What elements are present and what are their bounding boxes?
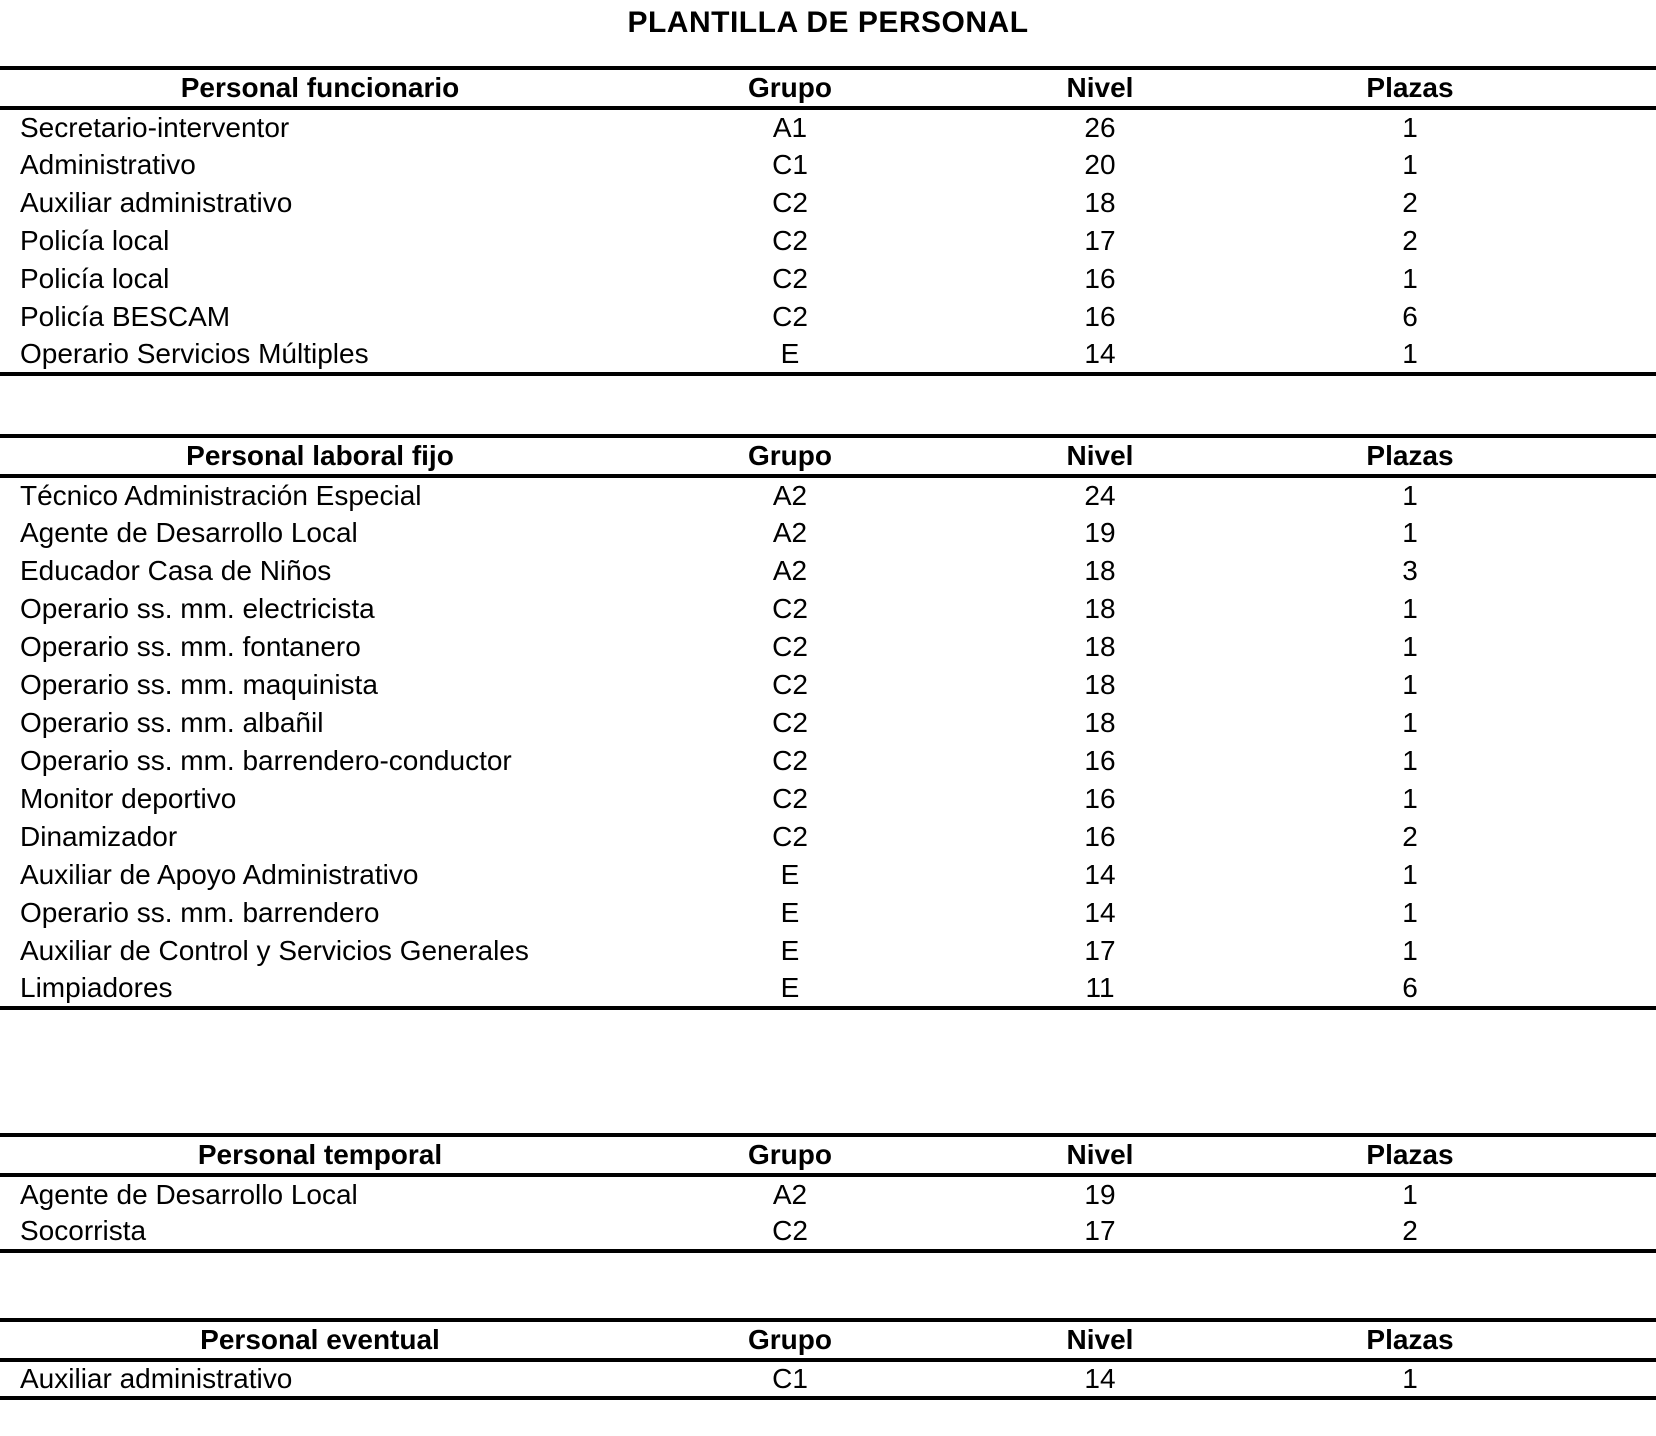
plazas-cell: 1 bbox=[1402, 707, 1418, 738]
column-header-plazas: Plazas bbox=[1366, 1324, 1454, 1355]
nivel-cell: 16 bbox=[1084, 263, 1116, 294]
job-title-cell: Limpiadores bbox=[20, 972, 173, 1003]
grupo-cell: C2 bbox=[772, 301, 808, 332]
column-header-grupo: Grupo bbox=[748, 72, 832, 103]
job-title-cell: Socorrista bbox=[20, 1215, 147, 1246]
column-header-nivel: Nivel bbox=[1066, 1324, 1134, 1355]
nivel-cell: 11 bbox=[1085, 972, 1115, 1003]
section-title: Personal eventual bbox=[200, 1324, 440, 1355]
job-title-cell: Monitor deportivo bbox=[20, 783, 237, 814]
nivel-cell: 24 bbox=[1084, 480, 1116, 511]
column-header-grupo: Grupo bbox=[748, 1139, 832, 1170]
grupo-cell: C2 bbox=[772, 225, 808, 256]
grupo-cell: C2 bbox=[772, 745, 808, 776]
spacer-header-cell bbox=[1560, 68, 1656, 108]
grupo-cell: C2 bbox=[772, 593, 808, 624]
plazas-cell: 6 bbox=[1402, 972, 1418, 1003]
table-row bbox=[0, 260, 1656, 298]
table-row bbox=[0, 552, 1656, 590]
table-row bbox=[0, 336, 1656, 374]
table-row bbox=[0, 1213, 1656, 1251]
spacer-cell bbox=[1560, 260, 1656, 298]
spacer-cell bbox=[1560, 666, 1656, 704]
job-title-cell: Auxiliar de Control y Servicios Generales bbox=[20, 935, 529, 966]
job-title-cell: Operario ss. mm. barrendero-conductor bbox=[20, 745, 512, 776]
spacer-cell bbox=[1560, 704, 1656, 742]
job-title-cell: Administrativo bbox=[20, 149, 196, 180]
grupo-cell: C2 bbox=[772, 783, 808, 814]
table-row bbox=[0, 894, 1656, 932]
job-title-cell: Secretario-interventor bbox=[20, 112, 290, 143]
table-row bbox=[0, 1175, 1656, 1213]
grupo-cell: C2 bbox=[772, 821, 808, 852]
section-title: Personal temporal bbox=[197, 1139, 443, 1170]
plazas-cell: 1 bbox=[1402, 480, 1418, 511]
nivel-cell: 18 bbox=[1084, 593, 1116, 624]
plazas-cell: 2 bbox=[1402, 1215, 1418, 1246]
plazas-cell: 1 bbox=[1402, 149, 1418, 180]
grupo-cell: C2 bbox=[772, 669, 808, 700]
plazas-cell: 1 bbox=[1402, 897, 1418, 928]
table-row bbox=[0, 108, 1656, 146]
plazas-cell: 1 bbox=[1402, 1363, 1418, 1394]
plazas-cell: 1 bbox=[1402, 783, 1418, 814]
nivel-cell: 17 bbox=[1084, 935, 1116, 966]
column-header-plazas: Plazas bbox=[1366, 1139, 1454, 1170]
plazas-cell: 1 bbox=[1402, 593, 1418, 624]
nivel-cell: 18 bbox=[1084, 707, 1116, 738]
plazas-cell: 1 bbox=[1402, 1179, 1418, 1210]
table-header-row bbox=[0, 436, 1656, 476]
grupo-cell: C2 bbox=[772, 187, 808, 218]
grupo-cell: C2 bbox=[772, 631, 808, 662]
spacer-cell bbox=[1560, 1360, 1656, 1398]
table-personal-eventual bbox=[0, 1318, 1656, 1400]
grupo-cell: C2 bbox=[772, 263, 808, 294]
spacer-cell bbox=[1560, 590, 1656, 628]
job-title-cell: Auxiliar de Apoyo Administrativo bbox=[20, 859, 419, 890]
spacer-cell bbox=[1560, 742, 1656, 780]
nivel-cell: 14 bbox=[1084, 338, 1116, 369]
column-header-plazas: Plazas bbox=[1366, 72, 1454, 103]
plazas-cell: 1 bbox=[1402, 338, 1418, 369]
nivel-cell: 17 bbox=[1084, 225, 1116, 256]
spacer-cell bbox=[1560, 476, 1656, 514]
table-row bbox=[0, 742, 1656, 780]
plazas-cell: 1 bbox=[1402, 517, 1418, 548]
plazas-cell: 1 bbox=[1402, 859, 1418, 890]
nivel-cell: 19 bbox=[1084, 1179, 1116, 1210]
plazas-cell: 2 bbox=[1402, 225, 1418, 256]
table-row bbox=[0, 514, 1656, 552]
nivel-cell: 18 bbox=[1084, 187, 1116, 218]
nivel-cell: 20 bbox=[1084, 149, 1116, 180]
table-row bbox=[0, 222, 1656, 260]
table-row bbox=[0, 1360, 1656, 1398]
grupo-cell: A1 bbox=[772, 112, 808, 143]
column-header-grupo: Grupo bbox=[748, 440, 832, 471]
table-row bbox=[0, 590, 1656, 628]
table-row bbox=[0, 856, 1656, 894]
job-title-cell: Técnico Administración Especial bbox=[20, 480, 422, 511]
job-title-cell: Educador Casa de Niños bbox=[20, 555, 332, 586]
nivel-cell: 16 bbox=[1084, 301, 1116, 332]
spacer-header-cell bbox=[1560, 1135, 1656, 1175]
spacer-cell bbox=[1560, 514, 1656, 552]
nivel-cell: 18 bbox=[1084, 555, 1116, 586]
grupo-cell: A2 bbox=[772, 480, 808, 511]
table-row bbox=[0, 932, 1656, 970]
spacer-cell bbox=[1560, 298, 1656, 336]
nivel-cell: 16 bbox=[1084, 821, 1116, 852]
job-title-cell: Operario ss. mm. electricista bbox=[20, 593, 375, 624]
nivel-cell: 26 bbox=[1084, 112, 1116, 143]
job-title-cell: Policía local bbox=[20, 263, 170, 294]
table-row bbox=[0, 628, 1656, 666]
plazas-cell: 1 bbox=[1402, 631, 1418, 662]
grupo-cell: C1 bbox=[772, 1363, 808, 1394]
spacer-cell bbox=[1560, 856, 1656, 894]
spacer-cell bbox=[1560, 1175, 1656, 1213]
nivel-cell: 18 bbox=[1084, 631, 1116, 662]
table-row bbox=[0, 704, 1656, 742]
plazas-cell: 6 bbox=[1402, 301, 1418, 332]
spacer-cell bbox=[1560, 932, 1656, 970]
spacer-cell bbox=[1560, 184, 1656, 222]
table-header-row bbox=[0, 68, 1656, 108]
spacer-cell bbox=[1560, 108, 1656, 146]
job-title-cell: Auxiliar administrativo bbox=[20, 1363, 293, 1394]
table-row bbox=[0, 666, 1656, 704]
table-header-row bbox=[0, 1320, 1656, 1360]
job-title-cell: Operario ss. mm. fontanero bbox=[20, 631, 361, 662]
spacer-cell bbox=[1560, 628, 1656, 666]
column-header-plazas: Plazas bbox=[1366, 440, 1454, 471]
spacer-cell bbox=[1560, 780, 1656, 818]
job-title-cell: Auxiliar administrativo bbox=[20, 187, 293, 218]
table-personal-funcionario bbox=[0, 66, 1656, 376]
plazas-cell: 2 bbox=[1402, 187, 1418, 218]
job-title-cell: Agente de Desarrollo Local bbox=[20, 1179, 358, 1210]
table-row bbox=[0, 780, 1656, 818]
nivel-cell: 14 bbox=[1084, 859, 1116, 890]
grupo-cell: E bbox=[780, 935, 800, 966]
plazas-cell: 1 bbox=[1402, 112, 1418, 143]
grupo-cell: C1 bbox=[772, 149, 808, 180]
job-title-cell: Policía local bbox=[20, 225, 170, 256]
grupo-cell: E bbox=[780, 972, 800, 1003]
spacer-cell bbox=[1560, 894, 1656, 932]
spacer-cell bbox=[1560, 818, 1656, 856]
column-header-grupo: Grupo bbox=[748, 1324, 832, 1355]
column-header-nivel: Nivel bbox=[1066, 72, 1134, 103]
job-title-cell: Operario ss. mm. barrendero bbox=[20, 897, 380, 928]
grupo-cell: A2 bbox=[772, 555, 808, 586]
column-header-nivel: Nivel bbox=[1066, 440, 1134, 471]
page-title: PLANTILLA DE PERSONAL bbox=[627, 6, 1029, 39]
grupo-cell: E bbox=[780, 338, 800, 369]
nivel-cell: 16 bbox=[1084, 783, 1116, 814]
spacer-cell bbox=[1560, 970, 1656, 1008]
grupo-cell: A2 bbox=[772, 517, 808, 548]
nivel-cell: 17 bbox=[1084, 1215, 1116, 1246]
grupo-cell: E bbox=[780, 859, 800, 890]
job-title-cell: Dinamizador bbox=[20, 821, 178, 852]
spacer-cell bbox=[1560, 222, 1656, 260]
grupo-cell: E bbox=[780, 897, 800, 928]
spacer-cell bbox=[1560, 146, 1656, 184]
table-row bbox=[0, 184, 1656, 222]
table-personal-laboral-fijo bbox=[0, 434, 1656, 1010]
nivel-cell: 14 bbox=[1084, 897, 1116, 928]
spacer-header-cell bbox=[1560, 1320, 1656, 1360]
column-header-nivel: Nivel bbox=[1066, 1139, 1134, 1170]
spacer-cell bbox=[1560, 552, 1656, 590]
spacer-cell bbox=[1560, 336, 1656, 374]
grupo-cell: C2 bbox=[772, 1215, 808, 1246]
section-title: Personal laboral fijo bbox=[186, 440, 454, 471]
spacer-cell bbox=[1560, 1213, 1656, 1251]
table-row bbox=[0, 146, 1656, 184]
grupo-cell: C2 bbox=[772, 707, 808, 738]
job-title-cell: Policía BESCAM bbox=[20, 301, 231, 332]
plazas-cell: 2 bbox=[1402, 821, 1418, 852]
job-title-cell: Operario ss. mm. maquinista bbox=[20, 669, 378, 700]
nivel-cell: 18 bbox=[1084, 669, 1116, 700]
section-title: Personal funcionario bbox=[180, 72, 460, 103]
nivel-cell: 19 bbox=[1084, 517, 1116, 548]
job-title-cell: Agente de Desarrollo Local bbox=[20, 517, 358, 548]
table-row bbox=[0, 818, 1656, 856]
spacer-header-cell bbox=[1560, 436, 1656, 476]
nivel-cell: 16 bbox=[1084, 745, 1116, 776]
plazas-cell: 1 bbox=[1402, 263, 1418, 294]
plazas-cell: 3 bbox=[1402, 555, 1418, 586]
table-personal-temporal bbox=[0, 1133, 1656, 1253]
table-row bbox=[0, 298, 1656, 336]
table-header-row bbox=[0, 1135, 1656, 1175]
job-title-cell: Operario Servicios Múltiples bbox=[20, 338, 369, 369]
table-row bbox=[0, 970, 1656, 1008]
job-title-cell: Operario ss. mm. albañil bbox=[20, 707, 324, 738]
table-row bbox=[0, 476, 1656, 514]
plazas-cell: 1 bbox=[1402, 669, 1418, 700]
grupo-cell: A2 bbox=[772, 1179, 808, 1210]
nivel-cell: 14 bbox=[1084, 1363, 1116, 1394]
plazas-cell: 1 bbox=[1402, 745, 1418, 776]
plazas-cell: 1 bbox=[1402, 935, 1418, 966]
